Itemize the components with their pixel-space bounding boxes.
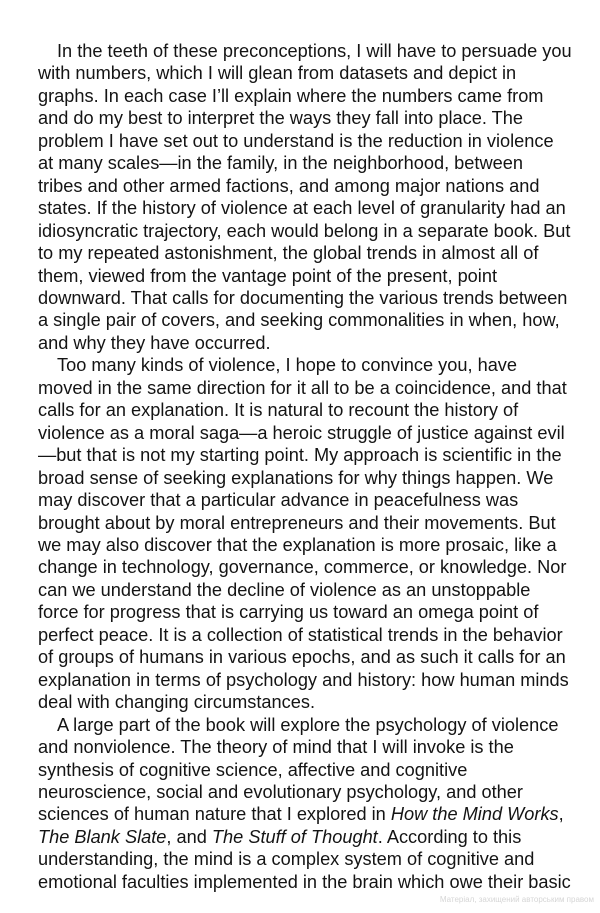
text-line: can we understand the decline of violence as an unstoppable — [38, 579, 531, 600]
text-line: perfect peace. It is a collection of statistical trends in the behavior — [38, 624, 563, 645]
text-line: explanation in terms of psychology and history: how human minds — [38, 669, 569, 690]
text-line: problem I have set out to understand is the reduction in violence — [38, 130, 554, 151]
text-run: , and — [166, 826, 212, 847]
text-line: change in technology, governance, commerce, or knowledge. Nor — [38, 557, 567, 578]
text-line: and why they have occurred. — [38, 332, 271, 353]
paragraph-3 — [38, 714, 571, 894]
text-line: brought about by moral entrepreneurs and their movements. But — [38, 512, 556, 533]
text-line: a single pair of covers, and seeking commonalities in when, how, — [38, 310, 560, 331]
text-line: with numbers, which I will glean from datasets and depict in — [38, 63, 517, 84]
text-line: synthesis of cognitive science, affective and cognitive — [38, 759, 468, 780]
text-run: , — [558, 804, 564, 825]
text-line: downward. That calls for documenting the various trends between — [38, 287, 568, 308]
paragraph-2 — [38, 354, 569, 713]
document-page — [38, 40, 572, 893]
book-title-how-the-mind-works: How the Mind Works — [390, 804, 559, 825]
text-line: tribes and other armed factions, and among major nations and — [38, 175, 540, 196]
text-line: states. If the history of violence at each level of granularity had an — [38, 198, 566, 219]
text-line: and do my best to interpret the ways they fall into place. The — [38, 108, 523, 129]
text-line: graphs. In each case I’ll explain where the numbers came from — [38, 85, 544, 106]
copyright-watermark: Матеріал, захищений авторським правом — [439, 895, 594, 904]
text-line: calls for an explanation. It is natural to recount the history of — [38, 400, 519, 421]
text-line: In the teeth of these preconceptions, I will have to persuade you — [57, 41, 572, 61]
text-line: moved in the same direction for it all to be a coincidence, and that — [38, 377, 567, 398]
text-line: understanding, the mind is a complex system of cognitive and — [38, 849, 535, 870]
text-line: broad sense of seeking explanations for why things happen. We — [38, 467, 554, 488]
text-line-with-book-titles — [38, 826, 566, 848]
text-line: emotional faculties implemented in the brain which owe their basic — [38, 871, 571, 892]
text-line: idiosyncratic trajectory, each would belong in a separate book. But — [38, 220, 571, 241]
text-line: to my repeated astonishment, the global trends in almost all of — [38, 243, 539, 264]
text-line: them, viewed from the vantage point of the present, point — [38, 265, 498, 286]
text-line: may discover that a particular advance in peacefulness was — [38, 490, 519, 511]
text-line: A large part of the book will explore the psychology of violence — [57, 714, 559, 735]
text-line: neuroscience, social and evolutionary psychology, and other — [38, 781, 523, 802]
book-title-the-blank-slate: The Blank Slate — [38, 826, 167, 847]
text-run: sciences of human nature that I explored in — [38, 804, 391, 825]
text-line: Too many kinds of violence, I hope to convince you, have — [57, 355, 518, 376]
text-line: deal with changing circumstances. — [38, 692, 315, 713]
text-line: we may also discover that the explanation is more prosaic, like a — [38, 534, 557, 555]
text-line: of groups of humans in various epochs, and as such it calls for an — [38, 647, 566, 668]
text-line: and nonviolence. The theory of mind that I will invoke is the — [38, 737, 514, 758]
text-line: —but that is not my starting point. My approach is scientific in the — [38, 445, 562, 466]
text-run: . According to this — [377, 826, 522, 847]
text-line: violence as a moral saga—a heroic struggle of justice against evil — [38, 422, 565, 443]
text-line-with-book-title — [38, 803, 566, 825]
book-title-the-stuff-of-thought: The Stuff of Thought — [211, 826, 378, 847]
text-line: at many scales—in the family, in the neighborhood, between — [38, 153, 523, 174]
paragraph-1 — [38, 40, 572, 354]
text-line: force for progress that is carrying us toward an omega point of — [38, 602, 539, 623]
